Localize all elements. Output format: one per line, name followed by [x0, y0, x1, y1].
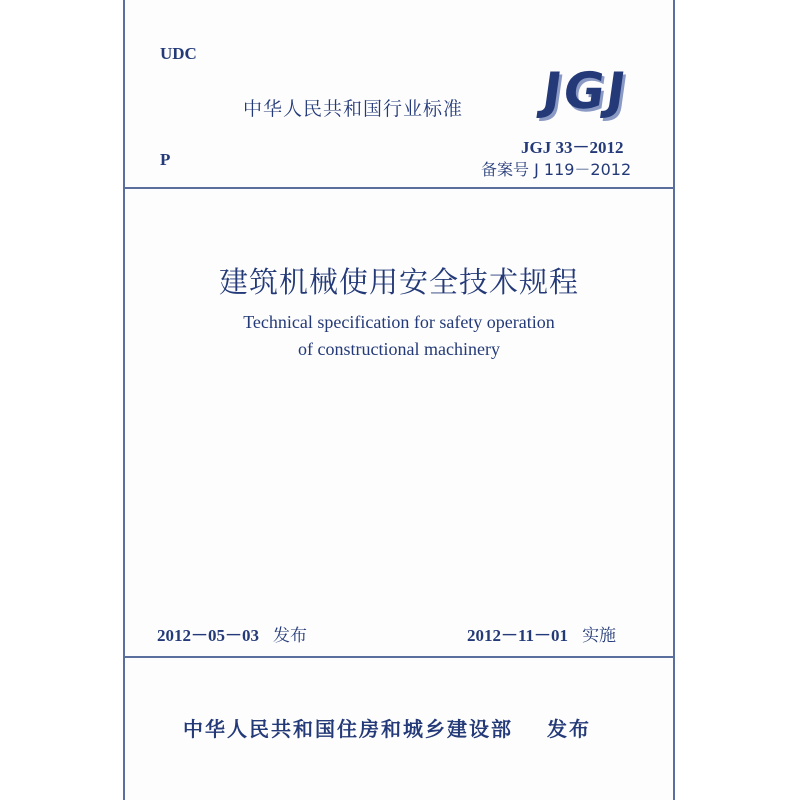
effective-date-row	[467, 621, 616, 646]
industry-standard-heading: 中华人民共和国行业标准	[243, 98, 464, 120]
udc-label: UDC	[160, 44, 197, 63]
publisher-label: 发布	[547, 717, 591, 741]
bottom-divider	[125, 656, 673, 658]
standard-cover	[123, 0, 675, 800]
standard-number: JGJ 33－2012	[521, 138, 624, 157]
effective-label: 实施	[582, 626, 617, 646]
filing-number: 备案号 J 119－2012	[481, 160, 632, 179]
publisher-row	[183, 713, 591, 742]
issue-date-row	[157, 621, 307, 646]
title-english-line2: of constructional machinery	[298, 339, 500, 359]
title-chinese: 建筑机械使用安全技术规程	[218, 265, 579, 299]
title-english-line1: Technical specification for safety operation	[243, 312, 555, 332]
jgj-logo: JGJ	[538, 62, 632, 120]
category-code: P	[160, 150, 171, 169]
publisher-name: 中华人民共和国住房和城乡建设部	[183, 717, 513, 741]
issue-date: 2012－05－03	[157, 626, 259, 645]
issue-label: 发布	[273, 626, 307, 646]
effective-date: 2012－11－01	[467, 626, 569, 645]
top-divider	[125, 187, 673, 189]
